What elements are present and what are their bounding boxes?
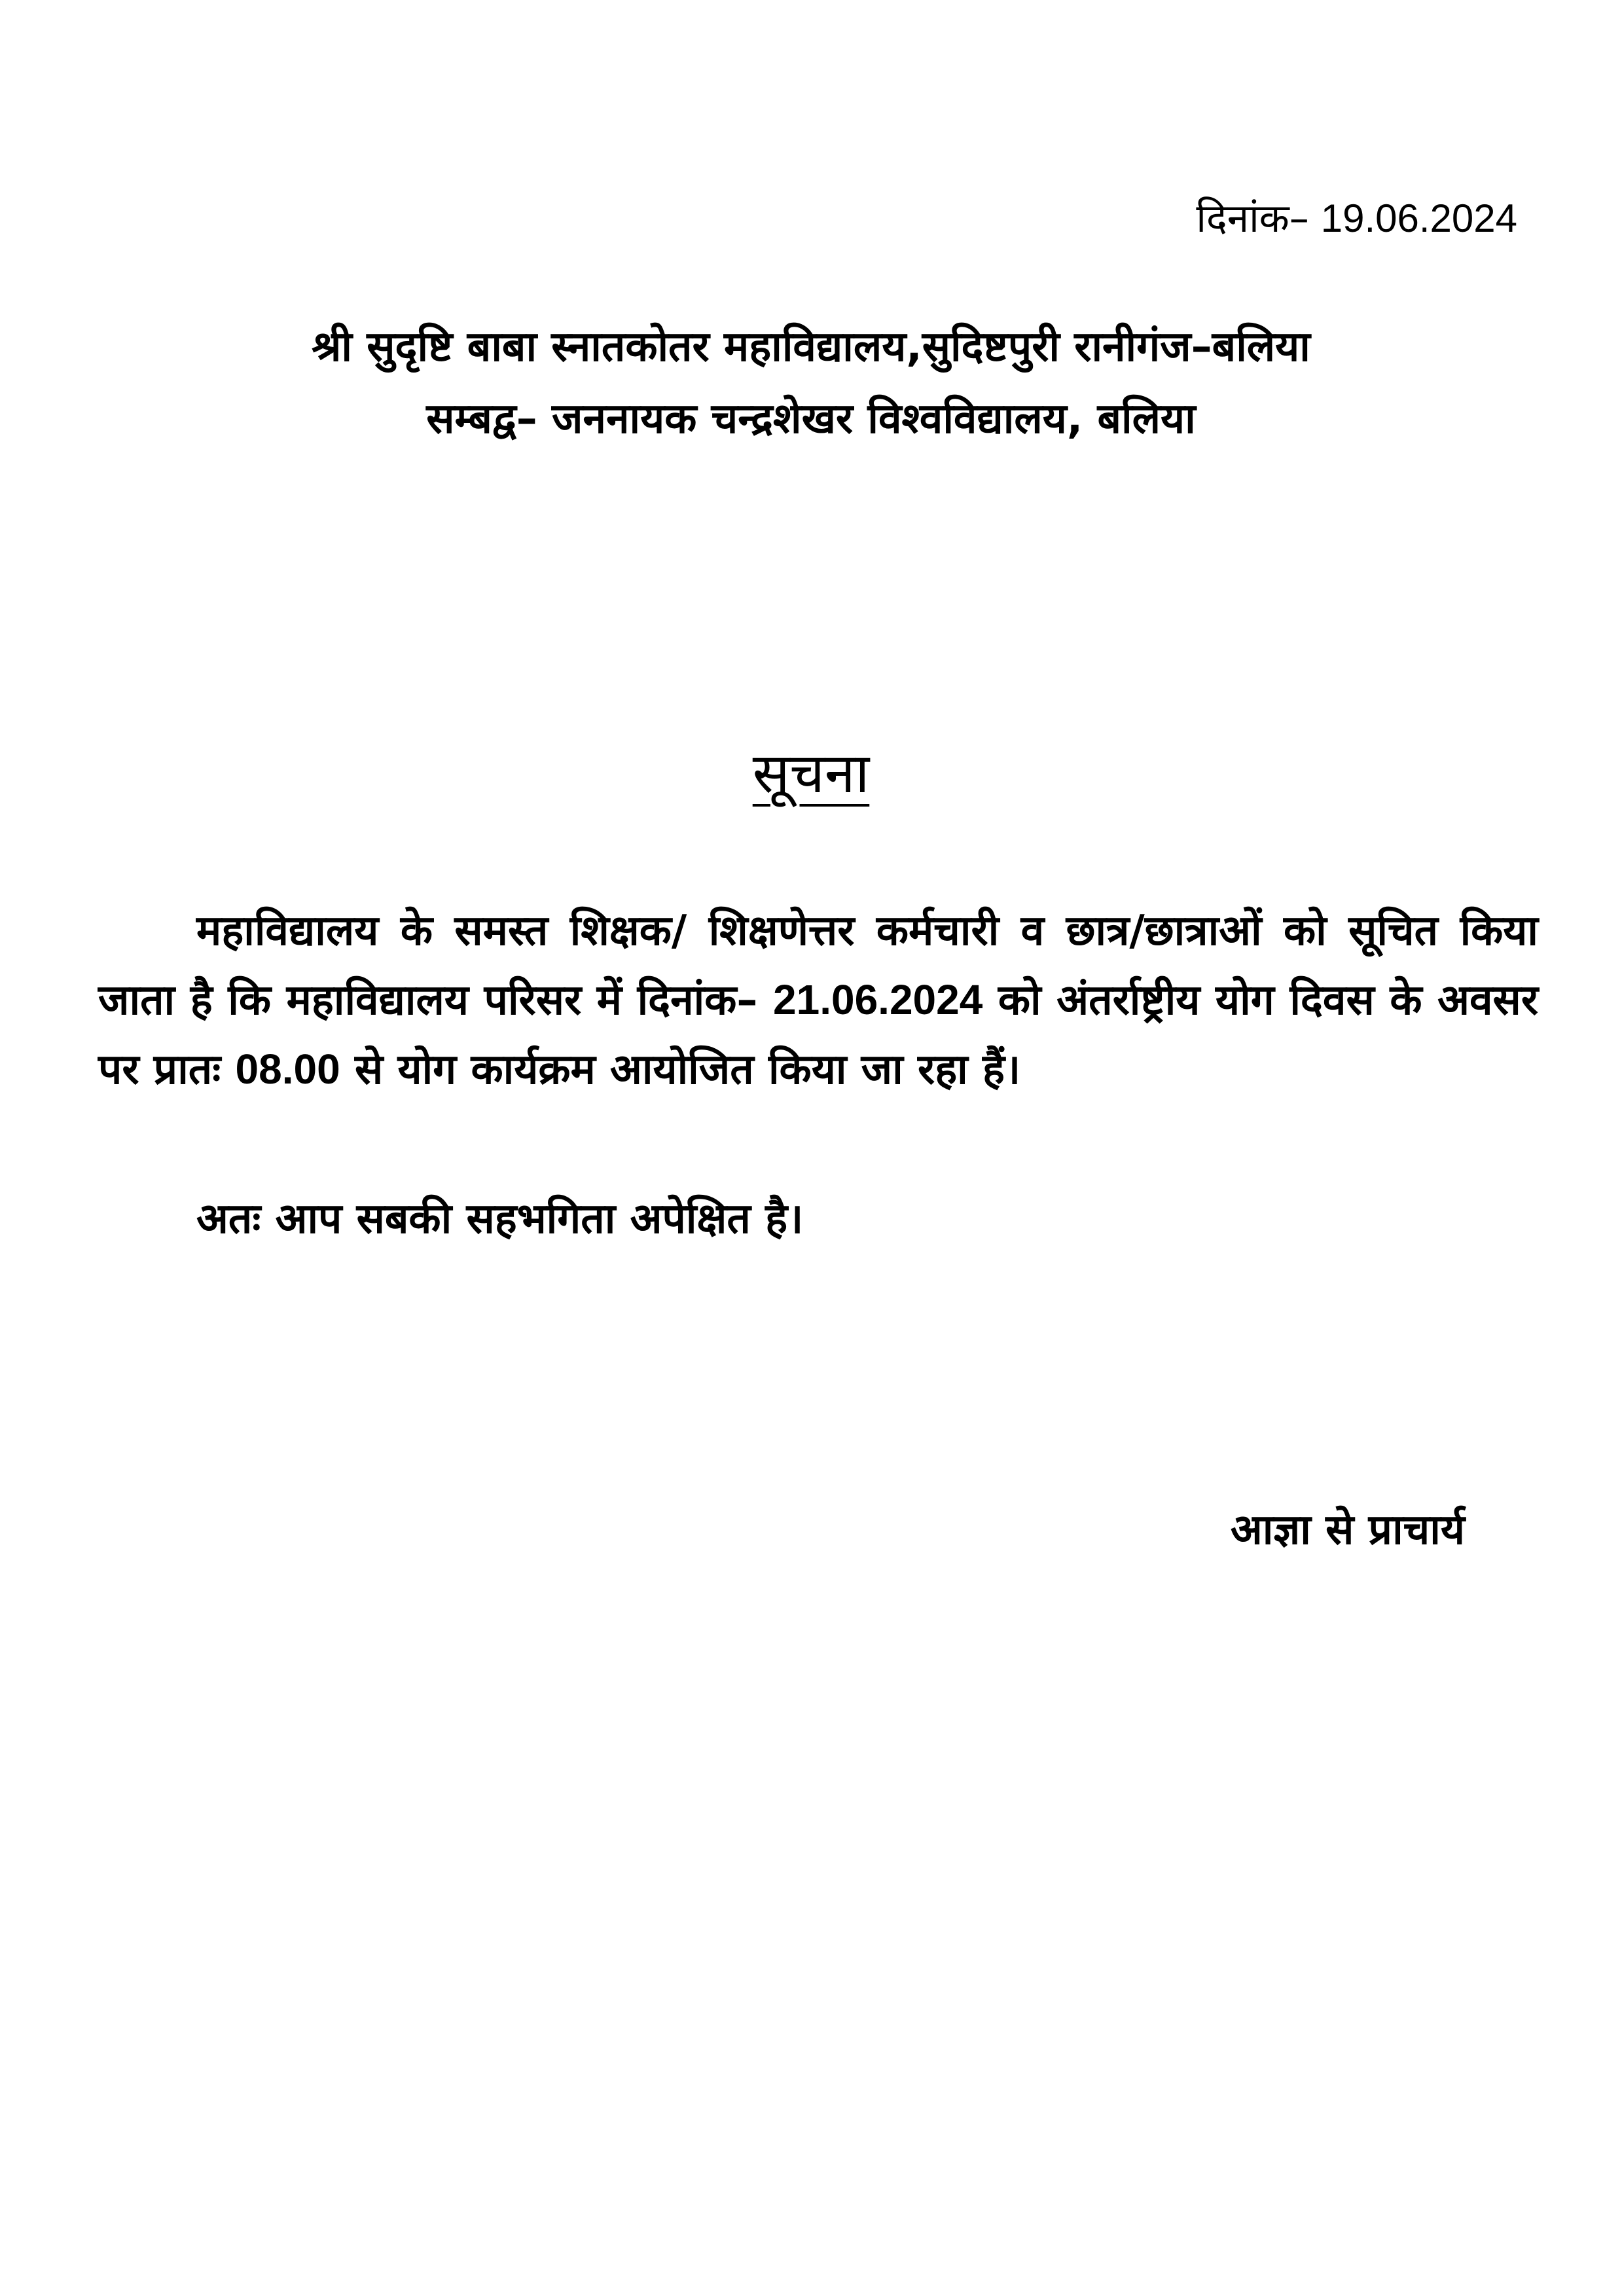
notice-text-part-2: को अंतर्राष्ट्रीय योग दिवस के अवसर पर प्रातः xyxy=(98,976,1538,1094)
event-date: 21.06.2024 xyxy=(773,976,983,1023)
notice-text-part-1: महाविद्यालय के समस्त शिक्षक/ शिक्षणेत्तर कर्मचारी व छात्र/छात्राओं को सूचित किया जाता है कि महाविद्यालय परिसर में दिनांक– xyxy=(98,907,1538,1025)
notice-paragraph xyxy=(98,897,1538,1104)
event-time: 08.00 xyxy=(235,1046,340,1093)
signature-line: आज्ञा से प्राचार्य xyxy=(1230,1506,1465,1554)
college-affiliation: सम्बद्व– जननायक चन्द्रशेखर विश्वविद्यालय, बलिया xyxy=(426,395,1196,443)
college-name: श्री सुदृष्टि बाबा स्नातकोतर महाविद्यालय,सुदिष्टपुरी रानीगंज–बलिया xyxy=(312,323,1310,371)
college-header xyxy=(0,311,1622,455)
notice-title-text: सूचना xyxy=(752,741,870,805)
date-line xyxy=(1196,190,1517,244)
closing-line: अतः आप सबकी सहभगिता अपेक्षित है। xyxy=(196,1195,804,1243)
notice-title xyxy=(0,733,1622,809)
date-value: 19.06.2024 xyxy=(1320,196,1517,240)
date-label: दिनांक– xyxy=(1196,196,1309,242)
notice-body xyxy=(98,897,1538,1104)
notice-text-part-3: से योग कार्यक्रम आयोजित किया जा रहा हैं। xyxy=(340,1046,1021,1094)
